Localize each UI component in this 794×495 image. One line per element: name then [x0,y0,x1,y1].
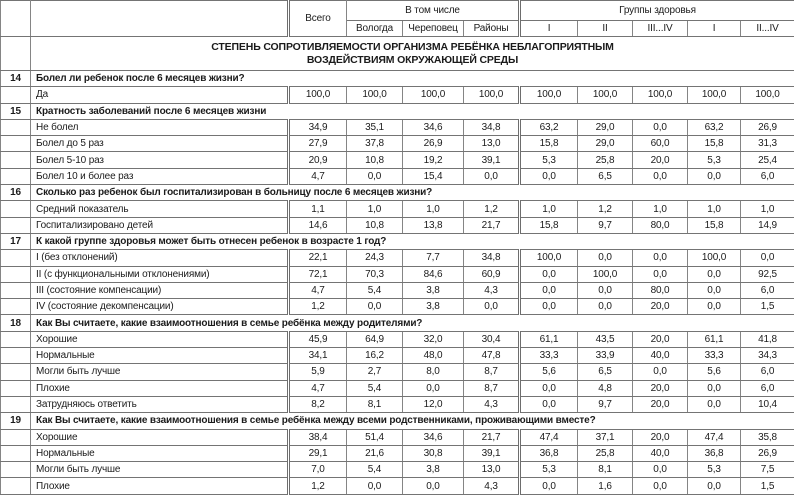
value-cell: 100,0 [688,250,741,266]
value-cell: 4,3 [464,478,520,494]
empty-number-cell [1,462,31,478]
empty-number-cell [1,119,31,135]
value-cell: 4,7 [289,282,347,298]
answer-row [1,445,794,461]
value-cell: 1,2 [578,201,633,217]
value-cell: 100,0 [520,87,578,103]
table-body [1,71,794,495]
value-cell: 26,9 [741,119,794,135]
answer-label: Могли быть лучше [31,462,289,478]
value-cell: 0,0 [520,380,578,396]
value-cell: 0,0 [688,299,741,315]
value-cell: 60,0 [633,136,688,152]
question-text: Болел ли ребенок после 6 месяцев жизни? [31,71,794,87]
empty-number-cell [1,217,31,233]
value-cell: 80,0 [633,217,688,233]
answer-label: Болел 5-10 раз [31,152,289,168]
value-cell: 13,8 [403,217,464,233]
value-cell: 14,6 [289,217,347,233]
value-cell: 30,4 [464,331,520,347]
answer-row [1,429,794,445]
question-text: Кратность заболеваний после 6 месяцев жизни [31,103,794,119]
empty-number-cell [1,299,31,315]
answer-label: Не болел [31,119,289,135]
value-cell: 0,0 [578,282,633,298]
value-cell: 0,0 [403,478,464,494]
answer-label: Болел 10 и более раз [31,168,289,184]
value-cell: 1,0 [633,201,688,217]
value-cell: 100,0 [347,87,403,103]
value-cell: 0,0 [578,299,633,315]
value-cell: 10,8 [347,217,403,233]
value-cell: 0,0 [688,266,741,282]
value-cell: 1,0 [403,201,464,217]
question-text: Сколько раз ребенок был госпитализирован в больницу после 6 месяцев жизни? [31,185,794,201]
table-header [1,1,794,71]
value-cell: 0,0 [347,478,403,494]
answer-label: Плохие [31,478,289,494]
empty-number-cell [1,168,31,184]
answer-row [1,462,794,478]
value-cell: 26,9 [403,136,464,152]
header-col-group-2: II [578,21,633,37]
value-cell: 6,0 [741,168,794,184]
value-cell: 22,1 [289,250,347,266]
value-cell: 63,2 [520,119,578,135]
value-cell: 84,6 [403,266,464,282]
value-cell: 0,0 [520,299,578,315]
header-col-group-3-4: III...IV [633,21,688,37]
value-cell: 12,0 [403,396,464,412]
value-cell: 10,8 [347,152,403,168]
value-cell: 1,0 [347,201,403,217]
value-cell: 100,0 [520,250,578,266]
value-cell: 4,3 [464,396,520,412]
value-cell: 27,9 [289,136,347,152]
empty-number-cell [1,445,31,461]
question-number: 17 [1,233,31,249]
value-cell: 20,0 [633,429,688,445]
value-cell: 0,0 [741,250,794,266]
value-cell: 1,2 [464,201,520,217]
value-cell: 0,0 [347,168,403,184]
value-cell: 1,6 [578,478,633,494]
answer-label: Средний показатель [31,201,289,217]
value-cell: 100,0 [289,87,347,103]
value-cell: 15,8 [688,217,741,233]
value-cell: 32,0 [403,331,464,347]
value-cell: 4,3 [464,282,520,298]
value-cell: 100,0 [403,87,464,103]
value-cell: 8,7 [464,364,520,380]
value-cell: 0,0 [688,168,741,184]
value-cell: 3,8 [403,299,464,315]
value-cell: 5,3 [520,462,578,478]
empty-number-cell [1,87,31,103]
section-title-number-cell [1,37,31,71]
empty-number-cell [1,152,31,168]
value-cell: 34,9 [289,119,347,135]
value-cell: 33,3 [688,348,741,364]
question-number: 14 [1,71,31,87]
value-cell: 48,0 [403,348,464,364]
value-cell: 100,0 [578,266,633,282]
value-cell: 33,9 [578,348,633,364]
value-cell: 6,0 [741,282,794,298]
value-cell: 0,0 [633,478,688,494]
value-cell: 5,4 [347,380,403,396]
question-number: 16 [1,185,31,201]
value-cell: 100,0 [464,87,520,103]
answer-row [1,168,794,184]
header-col-vologda: Вологда [347,21,403,37]
value-cell: 41,8 [741,331,794,347]
value-cell: 4,8 [578,380,633,396]
value-cell: 39,1 [464,445,520,461]
value-cell: 25,4 [741,152,794,168]
value-cell: 1,0 [688,201,741,217]
value-cell: 34,6 [403,119,464,135]
value-cell: 8,0 [403,364,464,380]
value-cell: 1,0 [741,201,794,217]
value-cell: 5,3 [688,152,741,168]
question-number: 18 [1,315,31,331]
value-cell: 1,5 [741,299,794,315]
answer-row [1,331,794,347]
value-cell: 8,1 [578,462,633,478]
value-cell: 34,3 [741,348,794,364]
value-cell: 38,4 [289,429,347,445]
question-row [1,103,794,119]
value-cell: 0,0 [520,478,578,494]
value-cell: 2,7 [347,364,403,380]
question-number: 15 [1,103,31,119]
value-cell: 20,0 [633,331,688,347]
value-cell: 5,3 [688,462,741,478]
value-cell: 0,0 [688,478,741,494]
value-cell: 0,0 [403,380,464,396]
answer-row [1,152,794,168]
answer-label: I (без отклонений) [31,250,289,266]
answer-row [1,364,794,380]
question-row [1,185,794,201]
value-cell: 0,0 [633,119,688,135]
value-cell: 1,0 [520,201,578,217]
value-cell: 16,2 [347,348,403,364]
value-cell: 25,8 [578,152,633,168]
answer-row [1,266,794,282]
header-col-group-1b: I [688,21,741,37]
value-cell: 14,9 [741,217,794,233]
value-cell: 51,4 [347,429,403,445]
value-cell: 1,1 [289,201,347,217]
section-title-line1: СТЕПЕНЬ СОПРОТИВЛЯЕМОСТИ ОРГАНИЗМА РЕБЁНКА НЕБЛАГОПРИЯТНЫМ [211,41,614,53]
answer-label: Хорошие [31,429,289,445]
value-cell: 15,4 [403,168,464,184]
empty-number-cell [1,282,31,298]
value-cell: 45,9 [289,331,347,347]
answer-label: Затрудняюсь ответить [31,396,289,412]
section-title [31,37,794,71]
value-cell: 0,0 [688,396,741,412]
value-cell: 47,8 [464,348,520,364]
value-cell: 100,0 [741,87,794,103]
value-cell: 61,1 [520,331,578,347]
value-cell: 5,9 [289,364,347,380]
answer-label: Могли быть лучше [31,364,289,380]
value-cell: 47,4 [520,429,578,445]
empty-number-cell [1,380,31,396]
question-row [1,315,794,331]
empty-number-cell [1,478,31,494]
header-row-groups [1,1,794,21]
empty-number-cell [1,331,31,347]
value-cell: 1,2 [289,478,347,494]
value-cell: 15,8 [688,136,741,152]
value-cell: 8,2 [289,396,347,412]
value-cell: 8,7 [464,380,520,396]
value-cell: 13,0 [464,462,520,478]
header-col-group-1: I [520,21,578,37]
value-cell: 1,2 [289,299,347,315]
value-cell: 3,8 [403,282,464,298]
answer-row [1,201,794,217]
value-cell: 61,1 [688,331,741,347]
value-cell: 100,0 [578,87,633,103]
value-cell: 10,4 [741,396,794,412]
value-cell: 0,0 [520,168,578,184]
question-text: Как Вы считаете, какие взаимоотношения в семье ребёнка между родителями? [31,315,794,331]
value-cell: 19,2 [403,152,464,168]
value-cell: 72,1 [289,266,347,282]
value-cell: 5,6 [688,364,741,380]
value-cell: 29,1 [289,445,347,461]
value-cell: 25,8 [578,445,633,461]
value-cell: 30,8 [403,445,464,461]
value-cell: 35,8 [741,429,794,445]
value-cell: 31,3 [741,136,794,152]
value-cell: 29,0 [578,119,633,135]
header-col-rayony: Районы [464,21,520,37]
header-number-column [1,1,31,37]
value-cell: 40,0 [633,348,688,364]
answer-label: Нормальные [31,348,289,364]
answer-row [1,348,794,364]
value-cell: 7,7 [403,250,464,266]
value-cell: 7,0 [289,462,347,478]
value-cell: 0,0 [464,299,520,315]
value-cell: 6,0 [741,364,794,380]
value-cell: 0,0 [633,266,688,282]
answer-row [1,282,794,298]
value-cell: 39,1 [464,152,520,168]
answer-row [1,119,794,135]
value-cell: 3,8 [403,462,464,478]
value-cell: 4,7 [289,380,347,396]
empty-number-cell [1,250,31,266]
answer-label: Плохие [31,380,289,396]
value-cell: 0,0 [520,266,578,282]
answer-row [1,299,794,315]
value-cell: 6,5 [578,364,633,380]
value-cell: 36,8 [520,445,578,461]
question-row [1,233,794,249]
value-cell: 1,5 [741,478,794,494]
value-cell: 63,2 [688,119,741,135]
value-cell: 29,0 [578,136,633,152]
value-cell: 0,0 [520,396,578,412]
value-cell: 0,0 [633,250,688,266]
header-health-groups: Группы здоровья [520,1,794,21]
value-cell: 0,0 [578,250,633,266]
value-cell: 20,9 [289,152,347,168]
value-cell: 6,0 [741,380,794,396]
answer-label: Нормальные [31,445,289,461]
value-cell: 34,8 [464,119,520,135]
value-cell: 34,1 [289,348,347,364]
value-cell: 20,0 [633,152,688,168]
value-cell: 47,4 [688,429,741,445]
value-cell: 21,7 [464,429,520,445]
value-cell: 26,9 [741,445,794,461]
value-cell: 37,8 [347,136,403,152]
header-col-cherepovets: Череповец [403,21,464,37]
value-cell: 40,0 [633,445,688,461]
value-cell: 80,0 [633,282,688,298]
value-cell: 43,5 [578,331,633,347]
value-cell: 0,0 [464,168,520,184]
value-cell: 92,5 [741,266,794,282]
answer-label: III (состояние компенсации) [31,282,289,298]
header-total: Всего [289,1,347,37]
empty-number-cell [1,201,31,217]
header-including-group: В том числе [347,1,520,21]
section-title-row [1,37,794,71]
empty-number-cell [1,396,31,412]
value-cell: 0,0 [688,282,741,298]
value-cell: 9,7 [578,217,633,233]
value-cell: 100,0 [688,87,741,103]
header-label-column [31,1,289,37]
answer-row [1,396,794,412]
value-cell: 5,4 [347,282,403,298]
answer-row [1,478,794,494]
question-row [1,413,794,429]
answer-row [1,217,794,233]
value-cell: 0,0 [633,462,688,478]
answer-row [1,250,794,266]
value-cell: 70,3 [347,266,403,282]
value-cell: 4,7 [289,168,347,184]
empty-number-cell [1,429,31,445]
value-cell: 5,6 [520,364,578,380]
value-cell: 36,8 [688,445,741,461]
value-cell: 13,0 [464,136,520,152]
value-cell: 15,8 [520,217,578,233]
empty-number-cell [1,348,31,364]
value-cell: 20,0 [633,299,688,315]
value-cell: 20,0 [633,396,688,412]
value-cell: 6,5 [578,168,633,184]
answer-label: Госпитализировано детей [31,217,289,233]
question-text: К какой группе здоровья может быть отнесен ребенок в возрасте 1 год? [31,233,794,249]
empty-number-cell [1,136,31,152]
value-cell: 8,1 [347,396,403,412]
answer-label: IV (состояние декомпенсации) [31,299,289,315]
answer-label: Да [31,87,289,103]
value-cell: 7,5 [741,462,794,478]
answer-label: II (с функциональными отклонениями) [31,266,289,282]
question-number: 19 [1,413,31,429]
value-cell: 0,0 [688,380,741,396]
value-cell: 5,3 [520,152,578,168]
empty-number-cell [1,364,31,380]
value-cell: 34,8 [464,250,520,266]
header-col-group-2-4: II...IV [741,21,794,37]
value-cell: 33,3 [520,348,578,364]
answer-row [1,136,794,152]
value-cell: 100,0 [633,87,688,103]
value-cell: 35,1 [347,119,403,135]
value-cell: 0,0 [633,364,688,380]
value-cell: 0,0 [347,299,403,315]
value-cell: 34,6 [403,429,464,445]
question-row [1,71,794,87]
answer-row [1,380,794,396]
value-cell: 20,0 [633,380,688,396]
answer-label: Хорошие [31,331,289,347]
question-text: Как Вы считаете, какие взаимоотношения в семье ребёнка между всеми родственниками, проживающими вместе? [31,413,794,429]
value-cell: 21,6 [347,445,403,461]
value-cell: 60,9 [464,266,520,282]
value-cell: 64,9 [347,331,403,347]
empty-number-cell [1,266,31,282]
value-cell: 9,7 [578,396,633,412]
value-cell: 5,4 [347,462,403,478]
value-cell: 24,3 [347,250,403,266]
value-cell: 0,0 [520,282,578,298]
value-cell: 15,8 [520,136,578,152]
value-cell: 0,0 [633,168,688,184]
answer-row [1,87,794,103]
answer-label: Болел до 5 раз [31,136,289,152]
value-cell: 37,1 [578,429,633,445]
value-cell: 21,7 [464,217,520,233]
section-title-line2: ВОЗДЕЙСТВИЯМ ОКРУЖАЮЩЕЙ СРЕДЫ [307,54,518,66]
